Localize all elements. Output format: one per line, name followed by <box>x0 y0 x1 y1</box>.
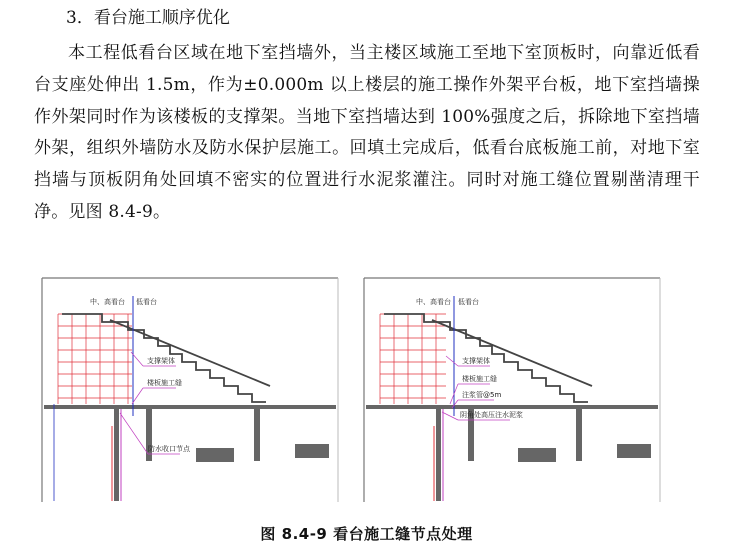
figure-right-drawing <box>362 276 662 504</box>
left-top-label2: 低看台 <box>136 298 157 306</box>
right-label-grout-pipe: 注浆管@5m <box>462 391 502 399</box>
left-top-label: 中、高看台 <box>90 298 125 306</box>
left-label-support: 支撑架体 <box>147 357 175 365</box>
figure-left-detail <box>40 276 340 504</box>
right-top-label2: 低看台 <box>458 298 479 306</box>
left-label-waterproof: 防水收口节点 <box>148 445 190 453</box>
body-paragraph: 本工程低看台区域在地下室挡墙外，当主楼区域施工至地下室顶板时，向靠近低看台支座处伸出 1.5m，作为±0.000m 以上楼层的施工操作外架平台板，地下室挡墙操作外架同时作为该楼板的支撑架。当地下室挡墙达到 100%强度之后，拆除地下室挡墙外架，组织外墙防水及防水保护层施工。回填土完成后，低看台底板施工前，对地下室挡墙与顶板阴角处回填不密实的位置进行水泥浆灌注。同时对施工缝位置剔凿清理干净。见图 8.4-9。 <box>34 43 700 222</box>
right-label-joint: 楼板施工缝 <box>462 375 497 383</box>
right-label-grouting: 阴角处高压注水泥浆 <box>460 411 523 419</box>
right-label-support: 支撑架体 <box>462 357 490 365</box>
figure-right-detail <box>362 276 662 504</box>
figure-left-drawing <box>40 276 340 504</box>
figure-caption: 图 8.4-9 看台施工缝节点处理 <box>260 525 473 543</box>
left-label-joint: 楼板施工缝 <box>147 379 182 387</box>
section-heading: 3．看台施工顺序优化 <box>66 8 230 28</box>
right-top-label: 中、高看台 <box>416 298 451 306</box>
